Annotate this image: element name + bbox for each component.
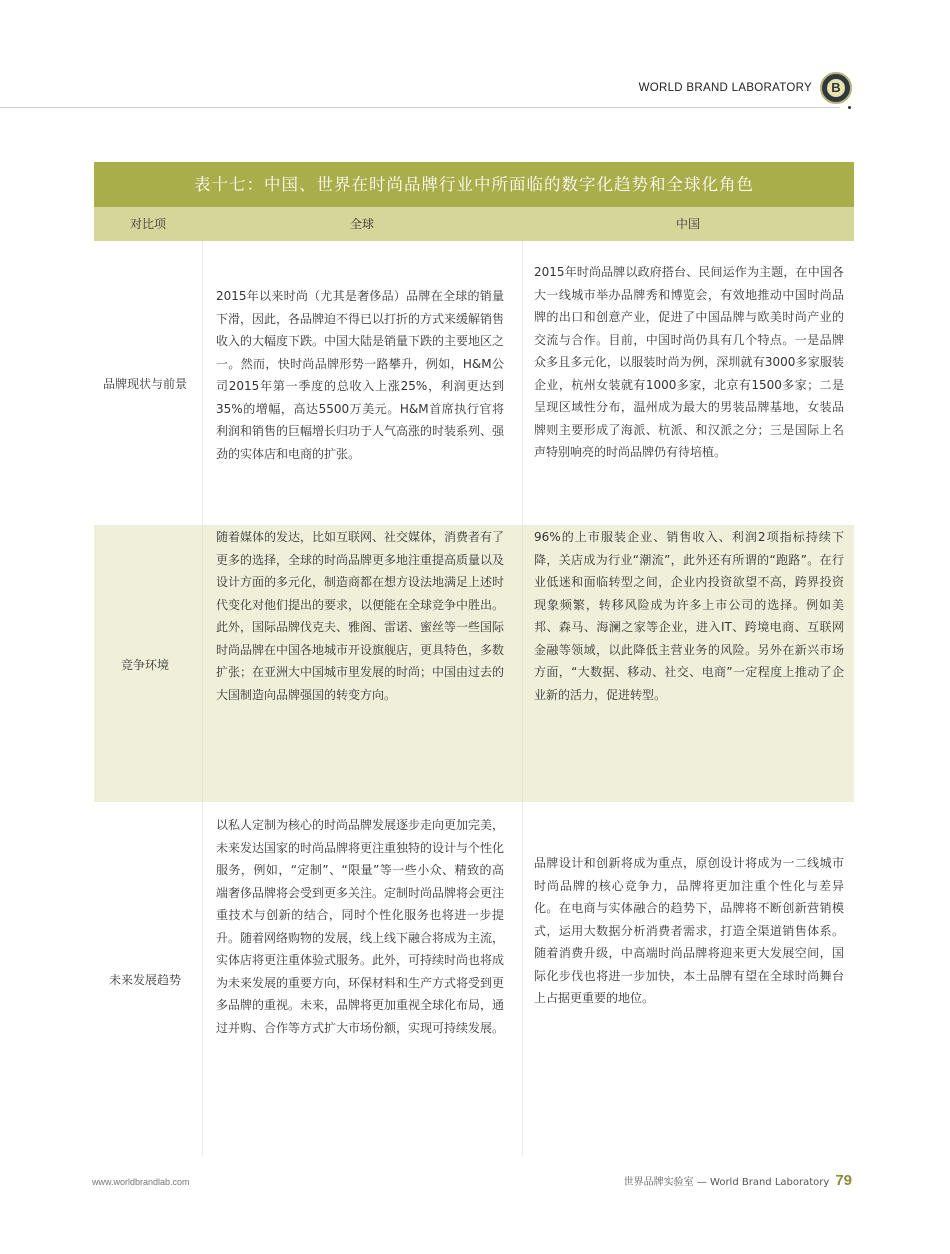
china-cell: 2015年时尚品牌以政府搭台、民间运作为主题，在中国各大一线城市举办品牌秀和博览会，有效地推动中国时尚品牌的出口和创意产业，促进了中国品牌与欧美时尚产业的交流与合作。目前，中国时尚仍具有几个特点。一是品牌众多且多元化，以服装时尚为例，深圳就有3000多家服装企业，杭州女装就有1000多家，北京有1500多家；二是呈现区域性分布，温州成为最大的男装品牌基地，女装品牌则主要形成了海派、杭派、和汉派之分；三是国际上名声特别响亮的时尚品牌仍有待培植。 (534, 265, 844, 459)
brand-logo-letter: B (827, 79, 845, 97)
china-cell: 96%的上市服装企业、销售收入、利润2项指标持续下降，关店成为行业“潮流”，此外还有所谓的“跑路”。在行业低迷和面临转型之间，企业内投资欲望不高，跨界投资现象频繁，转移风险成为许多上市公司的选择。例如美邦、森马、海澜之家等企业，进入IT、跨境电商、互联网金融等领域，以此降低主营业务的风险。另外在新兴市场方面，“大数据、移动、社交、电商”一定程度上推动了企业新的活力，促进转型。 (534, 530, 844, 702)
header-brand: WORLD BRAND LABORATORY (638, 82, 812, 94)
page-number: 79 (835, 1172, 852, 1189)
header-dot (848, 106, 851, 109)
table-row (94, 526, 854, 802)
table-row (94, 802, 854, 1156)
global-cell: 2015年以来时尚（尤其是奢侈品）品牌在全球的销量下滑，因此，各品牌迫不得已以打折的方式来缓解销售收入的大幅度下跌。中国大陆是销量下跌的主要地区之一。然而，快时尚品牌形势一路攀升，例如，H&M公司2015年第一季度的总收入上涨25%，利润更达到35%的增幅，高达5500万美元。H&M首席执行官将利润和销售的巨幅增长归功于人气高涨的时装系列、强劲的实体店和电商的扩张。 (216, 289, 505, 461)
cell-divider (522, 802, 523, 1156)
comparison-table (94, 162, 854, 1156)
row-label: 竞争环境 (120, 657, 169, 672)
column-header-china: 中国 (675, 217, 700, 231)
row-label: 未来发展趋势 (108, 972, 181, 987)
table-title: 表十七：中国、世界在时尚品牌行业中所面临的数字化趋势和全球化角色 (94, 162, 854, 207)
brand-logo (820, 72, 852, 104)
global-cell: 以私人定制为核心的时尚品牌发展逐步走向更加完美，未来发达国家的时尚品牌将更注重独特的设计与个性化服务，例如，“定制”、“限量”等一些小众、精致的高端奢侈品牌将会受到更多关注。定制时尚品牌将会更注重技术与创新的结合，同时个性化服务也将进一步提升。随着网络购物的发展，线上线下融合将成为主流，实体店将更注重体验式服务。此外，可持续时尚也将成为未来发展的重要方向，环保材料和生产方式将受到更多品牌的重视。未来，品牌将更加重视全球化布局，通过并购、合作等方式扩大市场份额，实现可持续发展。 (216, 818, 505, 1035)
footer-publication-name: 世界品牌实验室 — World Brand Laboratory (623, 1177, 830, 1188)
cell-divider (202, 802, 203, 1156)
column-header-item: 对比项 (129, 217, 166, 231)
table-row (94, 241, 854, 526)
global-cell: 随着媒体的发达，比如互联网、社交媒体，消费者有了更多的选择，全球的时尚品牌更多地注重提高质量以及设计方面的多元化，制造商都在想方设法地满足上述时代变化对他们提出的要求，以便能在全球竞争中胜出。此外，国际品牌伐克夫、雅阁、雷诺、蜜丝等一些国际时尚品牌在中国各地城市开设旗舰店，更具特色，多数扩张；在亚洲大中国城市里发展的时尚；中国由过去的大国制造向品牌强国的转变方向。 (216, 530, 505, 702)
column-header-global: 全球 (349, 217, 374, 231)
cell-divider (202, 241, 203, 525)
footer-website: www.worldbrandlab.com (92, 1177, 190, 1187)
cell-divider (522, 526, 523, 802)
cell-divider (522, 241, 523, 525)
table-header-row (94, 207, 854, 241)
header-divider (0, 107, 840, 108)
cell-divider (202, 526, 203, 802)
footer-publication (624, 1172, 852, 1189)
china-cell: 品牌设计和创新将成为重点，原创设计将成为一二线城市时尚品牌的核心竞争力，品牌将更加注重个性化与差异化。在电商与实体融合的趋势下，品牌将不断创新营销模式，运用大数据分析消费者需求，打造全渠道销售体系。随着消费升级，中高端时尚品牌将迎来更大发展空间，国际化步伐也将进一步加快，本土品牌有望在全球时尚舞台上占据更重要的地位。 (534, 856, 844, 1005)
row-label: 品牌现状与前景 (102, 376, 187, 391)
